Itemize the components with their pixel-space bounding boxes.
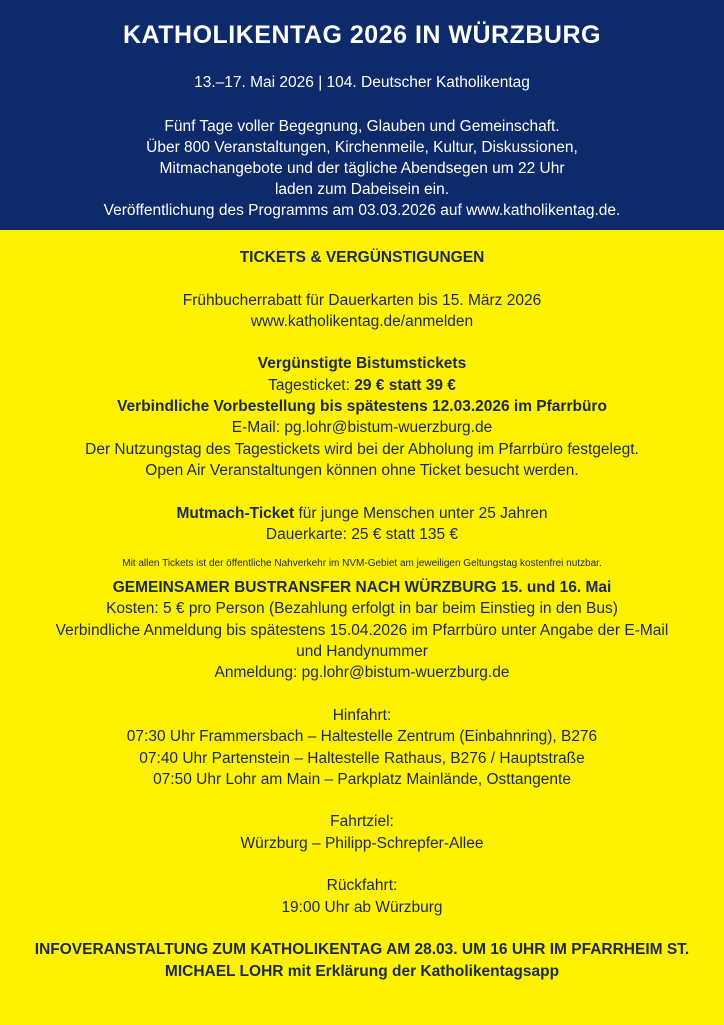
intro-text [0, 116, 724, 221]
diocese-tickets-heading: Vergünstigte Bistumstickets [257, 355, 467, 373]
bus-section [0, 577, 724, 939]
day-ticket-label: Tagesticket: [268, 376, 355, 394]
usage-day-note: Der Nutzungstag des Tagestickets wird bei der Abholung im Pfarrbüro festgelegt. [85, 440, 639, 458]
bus-heading: GEMEINSAMER BUSTRANSFER NACH WÜRZBURG 15. und 16. Mai [112, 579, 612, 597]
bus-stop: 07:50 Uhr Lohr am Main – Parkplatz Mainlände, Osttangente [153, 770, 571, 788]
return-time: 19:00 Uhr ab Würzburg [281, 898, 443, 916]
mutmach-line [0, 503, 724, 524]
destination-label: Fahrtziel: [330, 813, 394, 831]
preorder-notice: Verbindliche Vorbestellung bis spätestens 12.03.2026 im Pfarrbüro [117, 398, 607, 416]
intro-line: Über 800 Veranstaltungen, Kirchenmeile, Kultur, Diskussionen, [146, 139, 578, 156]
open-air-note: Open Air Veranstaltungen können ohne Ticket besucht werden. [145, 461, 579, 479]
tickets-section [0, 247, 724, 571]
mutmach-price: Dauerkarte: 25 € statt 135 € [265, 525, 459, 543]
info-event-section [0, 939, 724, 982]
early-bird-text: Frühbucherrabatt für Dauerkarten bis 15. März 2026 [182, 291, 542, 309]
info-event-line: INFOVERANSTALTUNG ZUM KATHOLIKENTAG AM 28.03. UM 16 UHR IM PFARRHEIM ST. [34, 941, 690, 959]
bus-stop: 07:30 Uhr Frammersbach – Haltestelle Zentrum (Einbahnring), B276 [126, 728, 598, 746]
header-banner [0, 0, 724, 230]
intro-line: Veröffentlichung des Programms am 03.03.2026 auf www.katholikentag.de. [103, 202, 621, 219]
transit-note: Mit allen Tickets ist der öffentliche Nahverkehr im NVM-Gebiet am jeweiligen Geltungstag kostenfrei nutzbar. [122, 558, 602, 570]
intro-line: laden zum Dabeisein ein. [274, 181, 450, 198]
return-label: Rückfahrt: [326, 877, 398, 895]
mutmach-name: Mutmach-Ticket [176, 504, 295, 522]
early-bird-link[interactable]: www.katholikentag.de/anmelden [250, 312, 474, 330]
contact-email[interactable]: E-Mail: pg.lohr@bistum-wuerzburg.de [231, 419, 493, 437]
intro-line: Fünf Tage voller Begegnung, Glauben und Gemeinschaft. [164, 118, 560, 135]
bus-cost: Kosten: 5 € pro Person (Bezahlung erfolgt in bar beim Einstieg in den Bus) [106, 600, 618, 618]
day-ticket-price: 29 € statt 39 € [354, 376, 456, 394]
day-ticket-line [0, 375, 724, 396]
event-subtitle: 13.–17. Mai 2026 | 104. Deutscher Katholikentag [194, 74, 530, 91]
info-event-line: MICHAEL LOHR mit Erklärung der Katholikentagsapp [164, 962, 560, 980]
bus-stop: 07:40 Uhr Partenstein – Haltestelle Rathaus, B276 / Hauptstraße [139, 749, 585, 767]
page-title: KATHOLIKENTAG 2026 IN WÜRZBURG [123, 21, 601, 49]
tickets-heading: TICKETS & VERGÜNSTIGUNGEN [239, 249, 485, 266]
bus-registration-cont: und Handynummer [296, 643, 428, 661]
outbound-label: Hinfahrt: [332, 706, 392, 724]
mutmach-desc: für junge Menschen unter 25 Jahren [294, 504, 548, 522]
destination: Würzburg – Philipp-Schrepfer-Allee [240, 834, 484, 852]
bus-registration: Verbindliche Anmeldung bis spätestens 15.04.2026 im Pfarrbüro unter Angabe der E-Mail [55, 621, 669, 639]
intro-line: Mitmachangebote und der tägliche Abendsegen um 22 Uhr [159, 160, 565, 177]
bus-registration-email[interactable]: Anmeldung: pg.lohr@bistum-wuerzburg.de [214, 664, 510, 682]
content-area [0, 230, 724, 1025]
